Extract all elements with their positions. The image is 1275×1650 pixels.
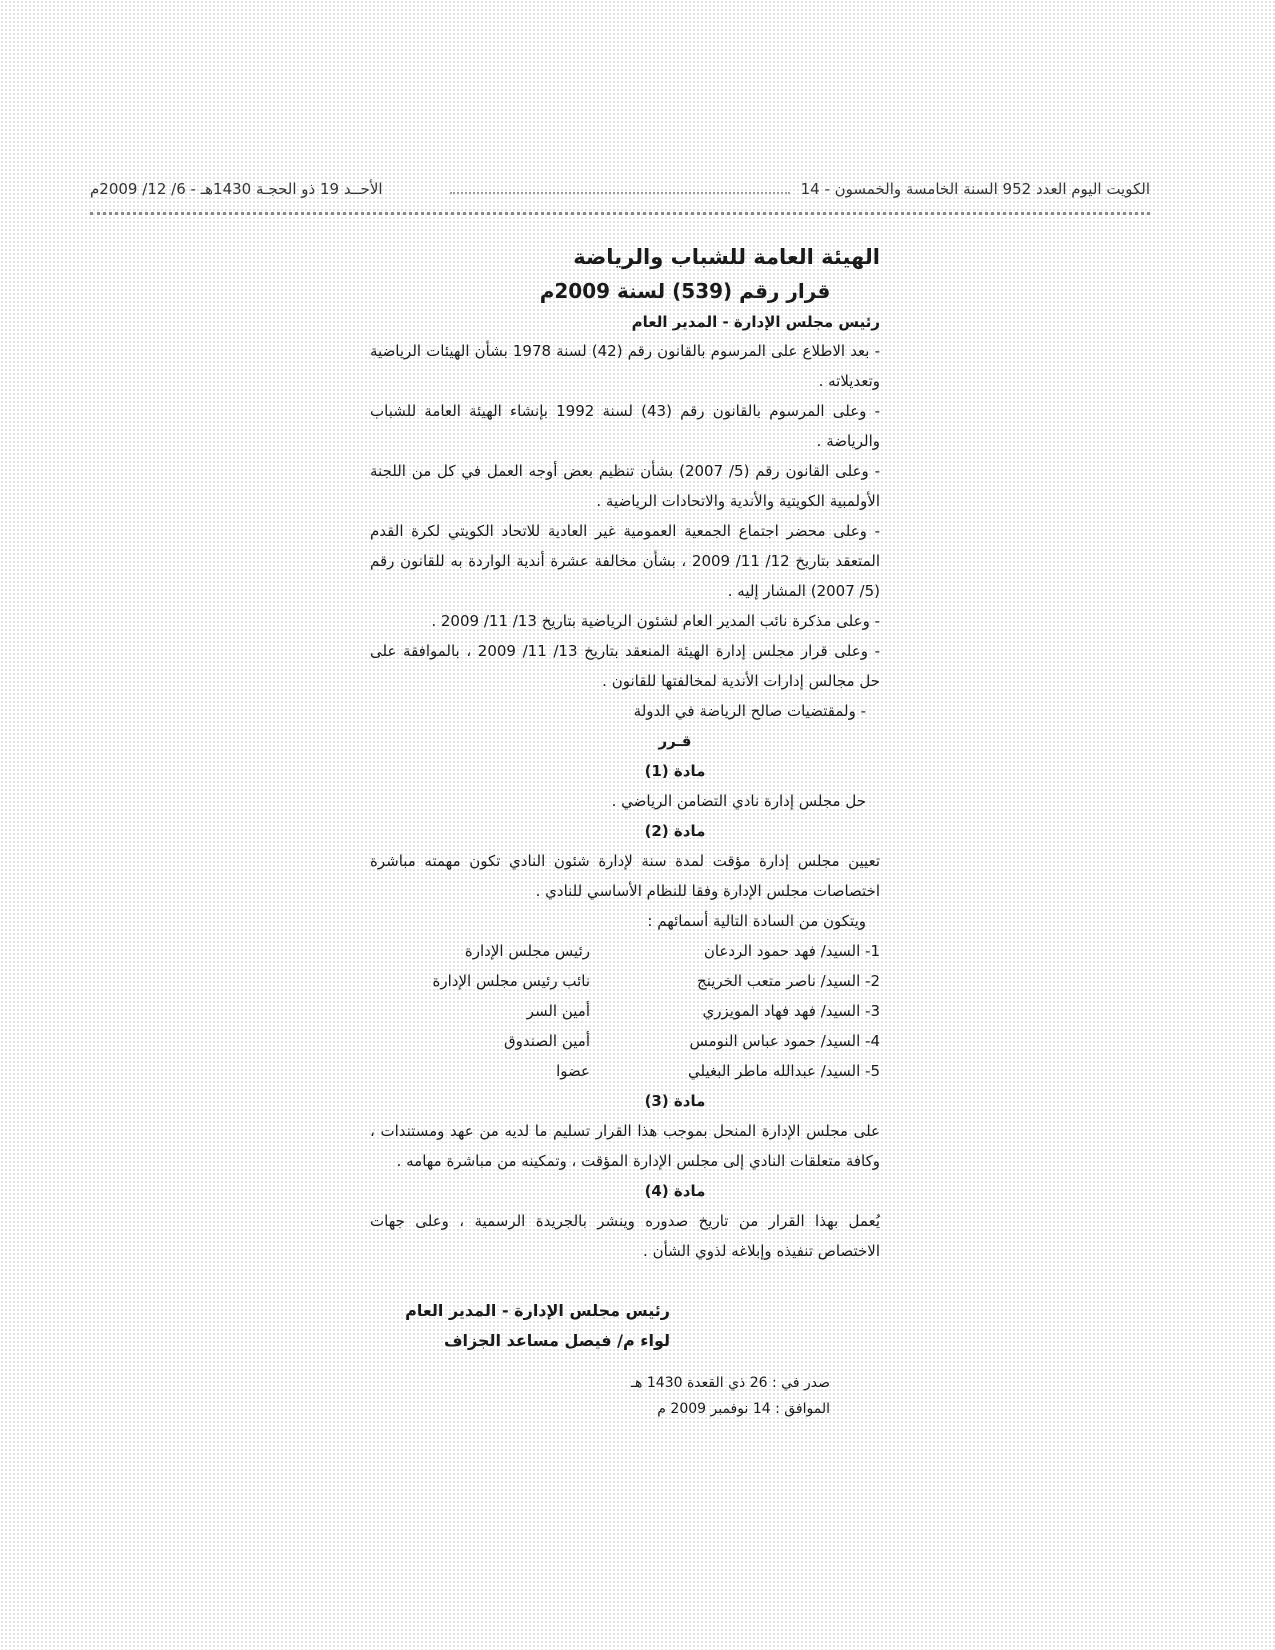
list-item <box>370 936 880 966</box>
member-role: أمين السر <box>526 1002 590 1020</box>
article-3-heading: مادة (3) <box>644 1092 706 1110</box>
article-2-text: تعيين مجلس إدارة مؤقت لمدة سنة لإدارة شئون النادي تكون مهمته مباشرة اختصاصات مجلس الإدارة وفقا للنظام الأساسي للنادي . <box>370 852 880 900</box>
preamble-clause: - وعلى القانون رقم (5/ 2007) بشأن تنظيم بعض أوجه العمل في كل من اللجنة الأولمبية الكويتية والأندية والاتحادات الرياضية . <box>370 462 881 510</box>
list-item <box>370 1056 880 1086</box>
list-item <box>370 996 880 1026</box>
publication-info: الكويت اليوم العدد 952 السنة الخامسة والخمسون - 14 <box>800 180 1150 198</box>
article-3-text: على مجلس الإدارة المنحل بموجب هذا القرار تسليم ما لديه من عهد ومستندات ، وكافة متعلقات النادي إلى مجلس الإدارة المؤقت ، وتمكينه من مباشرة مهامه . <box>370 1122 880 1170</box>
issued-date: صدر في : 26 ذي القعدة 1430 هـ <box>630 1375 830 1391</box>
member-name: 1- السيد/ فهد حمود الردعان <box>703 942 880 960</box>
preamble-clause: - ولمقتضيات صالح الرياضة في الدولة <box>633 702 866 720</box>
member-name: 3- السيد/ فهد فهاد المويزري <box>702 1002 880 1020</box>
page-header <box>90 176 1150 204</box>
member-name: 2- السيد/ ناصر متعب الخرينج <box>697 972 880 990</box>
article-4-heading: مادة (4) <box>644 1182 706 1200</box>
issue-dates <box>370 1370 880 1422</box>
header-dot-leader <box>450 192 790 194</box>
board-members-list <box>370 936 880 1086</box>
signature-block <box>370 1296 880 1356</box>
header-divider <box>90 212 1150 215</box>
preamble-clause: - وعلى قرار مجلس إدارة الهيئة المنعقد بتاريخ 13/ 11/ 2009 ، بالموافقة على حل مجالس إدارات الأندية لمخالفتها للقانون . <box>370 642 880 690</box>
signatory-title: رئيس مجلس الإدارة - المدير العام <box>405 1301 670 1320</box>
decree-column <box>370 240 880 1422</box>
article-1-heading: مادة (1) <box>644 762 706 780</box>
member-name: 4- السيد/ حمود عباس النومس <box>689 1032 880 1050</box>
preamble-clause: - وعلى محضر اجتماع الجمعية العمومية غير العادية للاتحاد الكويتي لكرة القدم المتعقد بتاريخ 12/ 11/ 2009 ، بشأن مخالفة عشرة أندية الواردة به للقانون رقم (5/ 2007) المشار إليه . <box>370 522 880 600</box>
issue-date: الأحــد 19 ذو الحجـة 1430هـ - 6/ 12/ 2009م <box>90 180 383 198</box>
preamble-clause: - وعلى المرسوم بالقانون رقم (43) لسنة 1992 بإنشاء الهيئة العامة للشباب والرياضة . <box>370 402 880 450</box>
article-4-text: يُعمل بهذا القرار من تاريخ صدوره وينشر بالجريدة الرسمية ، وعلى جهات الاختصاص تنفيذه وإبلاغه لذوي الشأن . <box>370 1212 880 1260</box>
member-role: أمين الصندوق <box>504 1032 590 1050</box>
article-1-text: حل مجلس إدارة نادي التضامن الرياضي . <box>611 792 866 810</box>
decided-heading: قـرر <box>658 732 692 750</box>
member-role: عضوا <box>556 1062 590 1080</box>
organization-name: الهيئة العامة للشباب والرياضة <box>573 245 880 269</box>
preamble-clause: - وعلى مذكرة نائب المدير العام لشئون الرياضية بتاريخ 13/ 11/ 2009 . <box>431 612 880 630</box>
corresponding-date: الموافق : 14 نوفمبر 2009 م <box>657 1401 830 1417</box>
issuer-title: رئيس مجلس الإدارة - المدير العام <box>631 313 880 331</box>
decree-title: قرار رقم (539) لسنة 2009م <box>539 279 831 303</box>
member-role: نائب رئيس مجلس الإدارة <box>432 972 590 990</box>
article-2-heading: مادة (2) <box>644 822 706 840</box>
list-item <box>370 1026 880 1056</box>
member-role: رئيس مجلس الإدارة <box>464 942 590 960</box>
article-2-intro: ويتكون من السادة التالية أسمائهم : <box>647 912 866 930</box>
member-name: 5- السيد/ عبدالله ماطر البغيلي <box>687 1062 880 1080</box>
list-item <box>370 966 880 996</box>
preamble-clause: - بعد الاطلاع على المرسوم بالقانون رقم (42) لسنة 1978 بشأن الهيئات الرياضية وتعديلاته . <box>370 342 880 390</box>
signatory-name: لواء م/ فيصل مساعد الجزاف <box>443 1331 670 1350</box>
